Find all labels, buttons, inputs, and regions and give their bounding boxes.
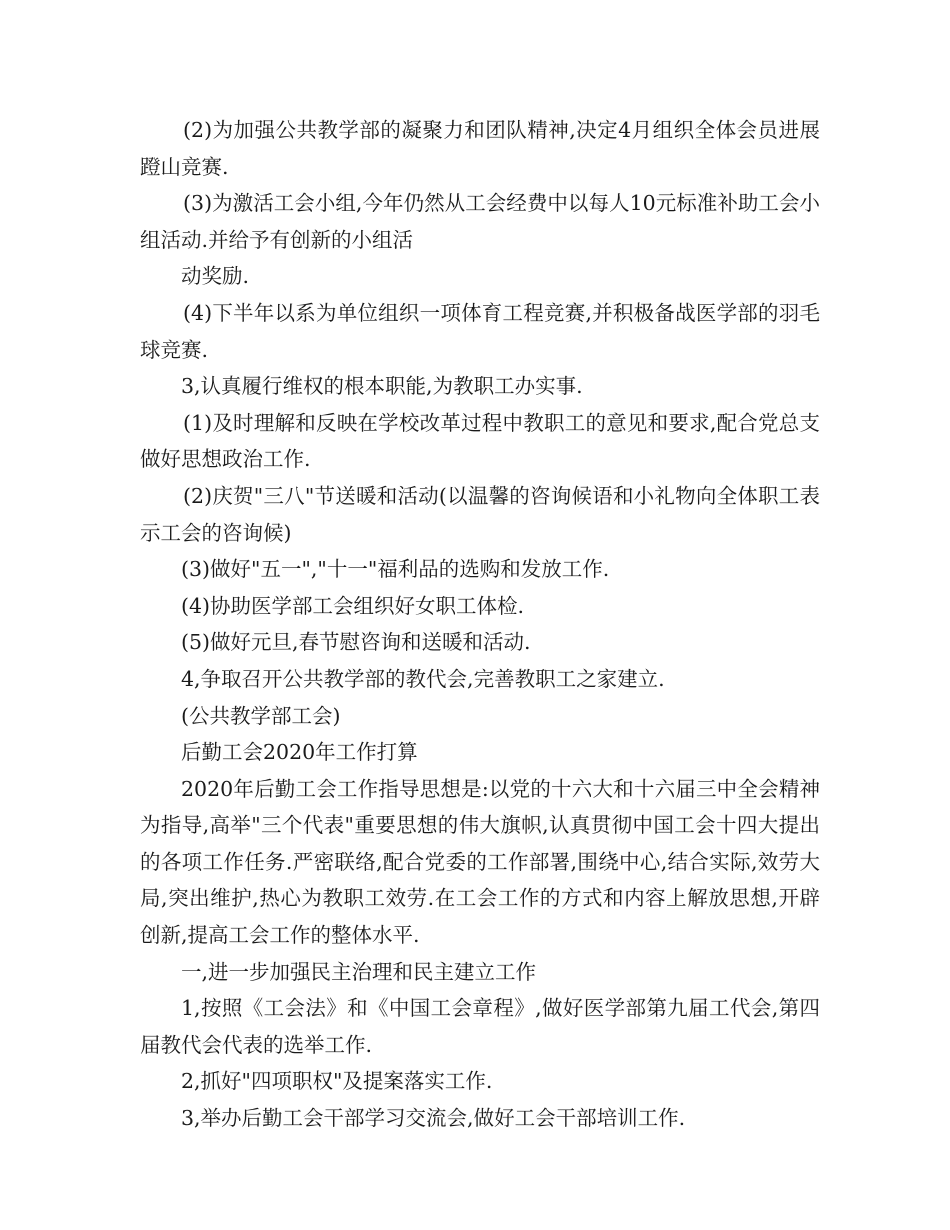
paragraph-section-3: 3,认真履行维权的根本职能,为教职工办实事. [181,374,583,399]
document-body [140,112,820,1137]
paragraph-item-5-new-year: (5)做好元旦,春节慰咨询和送暖和活动. [181,630,531,655]
paragraph-item-3-holiday-gifts: (3)做好"五一","十一"福利品的选购和发放工作. [181,557,610,582]
paragraph-section-4: 4,争取召开公共教学部的教代会,完善教职工之家建立. [181,666,665,691]
paragraph-guiding-principle: 2020年后勤工会工作指导思想是:以党的十六大和十六届三中全会精神为指导,高举"三个代表"重要思想的伟大旗帜,认真贯彻中国工会十四大提出的各项工作任务.严密联络,配合党委的工作部署,围绕中心,结合实际,效劳大局,突出维护,热心为教职工效劳.在工会工作的方式和内容上解放思想,开辟创新,提高工会工作的整体水平. [140,776,820,948]
paragraph-section-one: 一,进一步加强民主治理和民主建立工作 [181,959,537,984]
paragraph-item-2-powers: 2,抓好"四项职权"及提案落实工作. [181,1069,493,1094]
paragraph-item-4-health-check: (4)协助医学部工会组织好女职工体检. [181,593,525,618]
paragraph-item-2-womens-day: (2)庆贺"三八"节送暖和活动(以温馨的咨询候语和小礼物向全体职工表示工会的咨询候) [140,483,820,545]
paragraph-heading-logistics-plan: 后勤工会2020年工作打算 [181,740,418,765]
paragraph-item-3-continuation: 动奖励. [181,264,250,289]
paragraph-item-3-training: 3,举办后勤工会干部学习交流会,做好工会干部培训工作. [181,1106,686,1131]
paragraph-signature: (公共教学部工会) [181,703,341,728]
paragraph-item-1-elections: 1,按照《工会法》和《中国工会章程》,做好医学部第九届工代会,第四届教代会代表的选举工作. [140,996,820,1057]
paragraph-item-4-sports: (4)下半年以系为单位组织一项体育工程竞赛,并积极备战医学部的羽毛球竞赛. [140,300,820,362]
paragraph-item-1-feedback: (1)及时理解和反映在学校改革过程中教职工的意见和要求,配合党总支做好思想政治工作. [140,410,820,472]
paragraph-item-3-group-subsidy: (3)为激活工会小组,今年仍然从工会经费中以每人10元标准补助工会小组活动.并给予有创新的小组活 [140,191,820,252]
paragraph-item-2-cohesion: (2)为加强公共教学部的凝聚力和团队精神,决定4月组织全体会员进展蹬山竞赛. [140,118,820,179]
